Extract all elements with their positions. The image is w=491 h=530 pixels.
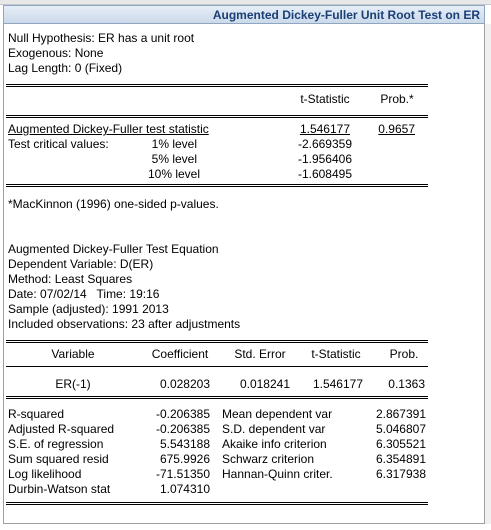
coef-table-header-rule	[6, 366, 428, 367]
adf-tstat-value: 1.546177	[299, 122, 350, 136]
stat-value-hannan-quinn: 6.317938	[375, 467, 426, 481]
coef-header-coefficient: Coefficient	[151, 347, 209, 361]
mackinnon-footnote: *MacKinnon (1996) one-sided p-values.	[8, 197, 219, 211]
stat-label-mean-dep: Mean dependent var	[222, 407, 333, 421]
coef-row-tstat: 1.546177	[312, 377, 363, 391]
equation-title: Augmented Dickey-Fuller Test Equation	[8, 242, 219, 256]
stat-value-akaike: 6.305521	[375, 437, 426, 451]
adf-prob-value: 0.9657	[378, 122, 415, 136]
coef-table-bottom-rule	[6, 396, 428, 399]
level-label-10pct: 10% level	[147, 167, 200, 181]
stat-label-r-squared: R-squared	[8, 407, 65, 421]
col-header-tstat: t-Statistic	[300, 92, 350, 106]
critical-values-label: Test critical values:	[8, 137, 109, 151]
stat-value-r-squared: -0.206385	[155, 407, 210, 421]
coef-row-prob: 0.1363	[388, 377, 425, 391]
date-time-text: Date: 07/02/14 Time: 19:16	[8, 287, 160, 301]
stat-value-mean-dep: 2.867391	[375, 407, 426, 421]
sample-text: Sample (adjusted): 1991 2013	[8, 302, 169, 316]
stat-value-durbin-watson: 1.074310	[159, 482, 210, 496]
stat-label-log-likelihood: Log likelihood	[8, 467, 82, 481]
stat-value-schwarz: 6.354891	[375, 452, 426, 466]
level-value-5pct: -1.956406	[297, 152, 352, 166]
stat-label-sd-dep: S.D. dependent var	[222, 422, 326, 436]
stat-label-akaike: Akaike info criterion	[222, 437, 327, 451]
dependent-variable-text: Dependent Variable: D(ER)	[8, 257, 154, 271]
null-hypothesis-text: Null Hypothesis: ER has a unit root	[8, 31, 195, 45]
stat-label-se-regression: S.E. of regression	[8, 437, 104, 451]
stat-value-log-likelihood: -71.51350	[155, 467, 210, 481]
stat-label-durbin-watson: Durbin-Watson stat	[8, 482, 111, 496]
stat-value-adj-r-squared: -0.206385	[155, 422, 210, 436]
method-text: Method: Least Squares	[8, 272, 133, 286]
observations-text: Included observations: 23 after adjustments	[8, 317, 241, 331]
stat-label-adj-r-squared: Adjusted R-squared	[8, 422, 115, 436]
stats-bottom-rule	[6, 502, 428, 505]
level-value-10pct: -1.608495	[297, 167, 352, 181]
coef-header-variable: Variable	[51, 347, 95, 361]
window-title: Augmented Dickey-Fuller Unit Root Test on ER	[212, 8, 480, 22]
stat-value-ssr: 675.9926	[159, 452, 210, 466]
coef-header-tstat: t-Statistic	[311, 347, 361, 361]
title-bar[interactable]	[3, 5, 485, 24]
coef-row-coefficient: 0.028203	[159, 377, 210, 391]
vertical-scrollbar[interactable]	[485, 24, 491, 524]
test-table-top-rule	[6, 84, 428, 87]
exogenous-text: Exogenous: None	[8, 46, 104, 60]
coef-header-prob: Prob.	[389, 347, 419, 361]
stat-label-schwarz: Schwarz criterion	[222, 452, 315, 466]
frame-bottom	[3, 523, 485, 524]
stat-value-se-regression: 5.543188	[159, 437, 210, 451]
stat-value-sd-dep: 5.046807	[375, 422, 426, 436]
frame-left	[3, 24, 4, 524]
lag-length-text: Lag Length: 0 (Fixed)	[8, 61, 123, 75]
col-header-prob: Prob.*	[380, 92, 414, 106]
stat-label-hannan-quinn: Hannan-Quinn criter.	[222, 467, 333, 481]
stat-label-ssr: Sum squared resid	[8, 452, 109, 466]
coef-header-std-error: Std. Error	[234, 347, 286, 361]
adf-statistic-label: Augmented Dickey-Fuller test statistic	[8, 122, 209, 136]
coef-row-variable: ER(-1)	[55, 377, 91, 391]
test-table-header-rule	[6, 115, 428, 118]
coef-table-top-rule	[6, 340, 428, 343]
level-label-1pct: 1% level	[151, 137, 197, 151]
test-table-bottom-rule	[6, 184, 428, 187]
level-value-1pct: -2.669359	[297, 137, 352, 151]
coef-row-std-error: 0.018241	[239, 377, 290, 391]
level-label-5pct: 5% level	[151, 152, 197, 166]
